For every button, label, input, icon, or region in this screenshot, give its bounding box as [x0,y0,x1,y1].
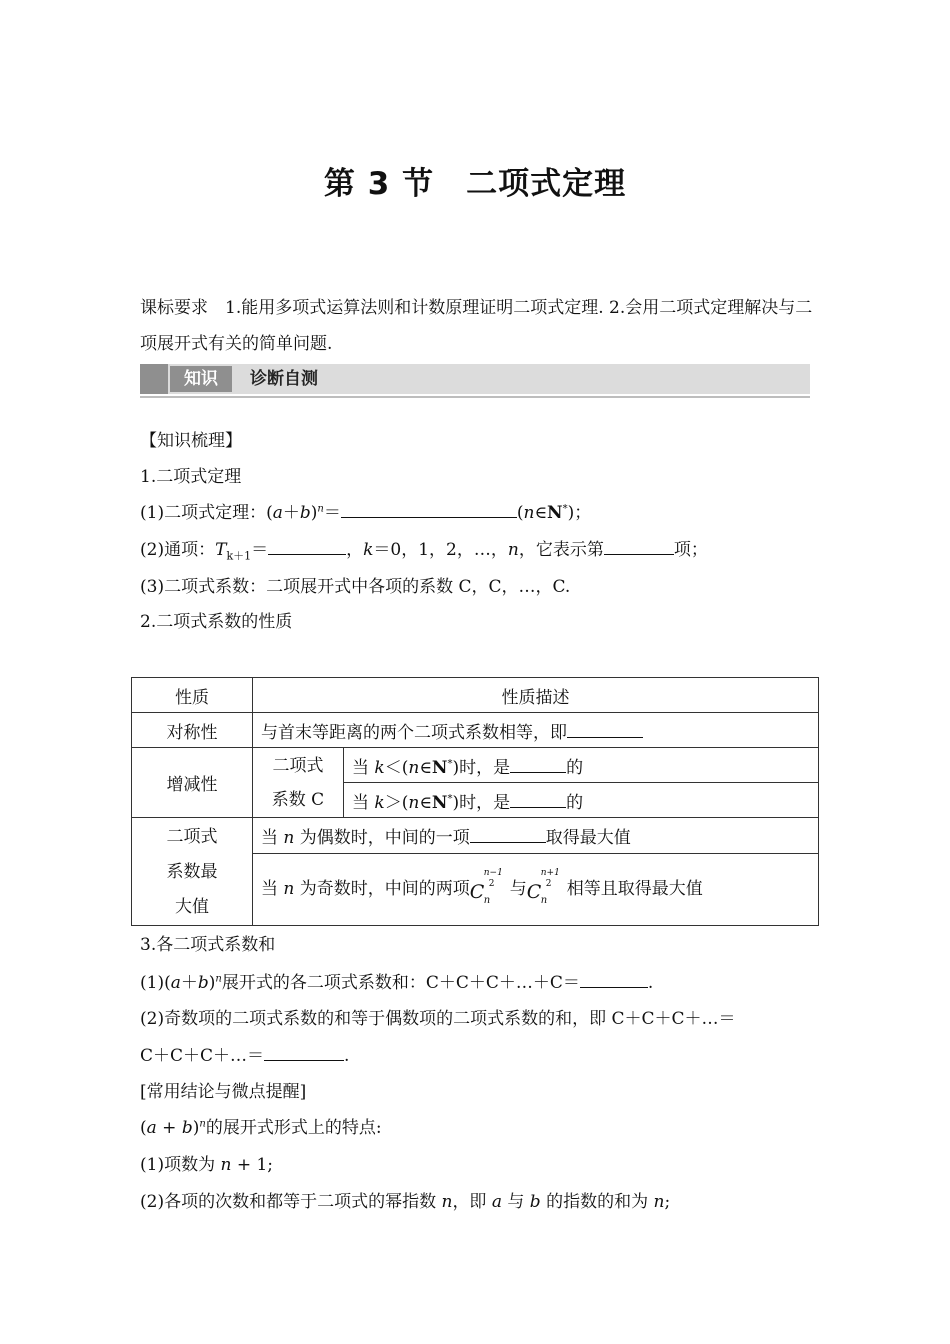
banner-block [140,364,168,394]
properties-table [131,677,819,926]
text: (1)二项式定理：( [140,503,273,523]
text: )； [567,503,592,523]
blank[interactable] [510,791,566,808]
banner-tag: 知识 [170,366,232,392]
combination-1 [469,867,510,906]
binomial-theorem-line [140,498,591,523]
var-b: b [197,973,209,993]
var-n: n [507,540,519,560]
var-k: k [374,757,385,778]
set-N: N [547,503,563,523]
text: ) [208,973,216,993]
text: ＝ [323,503,341,523]
symmetry-name: 对称性 [132,713,253,748]
text: )时，是 [452,792,511,813]
text: 二项式 [272,755,324,776]
text: ，它表示第 [518,540,604,560]
blank[interactable] [264,1044,344,1061]
text: + [156,1118,182,1138]
text: ) [310,503,318,523]
monotonicity-name: 增减性 [132,748,253,818]
text: 的 [566,757,584,778]
var-n: n [653,1192,665,1212]
section-1-heading: 1.二项式定理 [140,467,242,487]
max-odd-row [253,853,819,925]
text: 当 [352,757,375,778]
text: 与 [509,879,527,900]
text: 的指数的和为 [540,1192,654,1212]
requirement-text: 1.能用多项式运算法则和计数原理证明二项式定理. 2.会用二项式定理解决与二项展开式有关的简单问题. [140,298,813,354]
sup-numerator: n−1 [483,867,503,878]
text: 为偶数时，中间的一项 [294,827,470,848]
text: ，即 [452,1192,492,1212]
combination-2 [526,867,567,906]
tip-2 [140,1187,670,1212]
decreasing-row [344,783,819,818]
text: ＜( [384,757,409,778]
sub-n: n [540,894,548,906]
general-term-line [140,535,708,563]
sup-denominator: 2 [545,878,552,889]
var-b: b [299,503,311,523]
var-T: T [215,540,227,560]
exponent-n: n [317,503,324,515]
star: * [447,757,453,769]
var-k: k [363,540,374,560]
text: 取得最大值 [545,827,631,848]
tips-heading: [常用结论与微点提醒] [140,1082,307,1102]
text: )时，是 [452,757,511,778]
banner-underline [140,396,810,398]
exponent-n: n [215,973,222,985]
max-value-name [132,818,253,926]
text: (1)项数为 [140,1155,221,1175]
text: ∈ [534,503,548,523]
blank[interactable] [580,971,648,988]
blank[interactable] [604,538,674,555]
set-N: N [431,757,448,778]
increasing-row [344,748,819,783]
text: 大值 [175,897,209,917]
table-header-property: 性质 [132,678,253,713]
text: ) [192,1118,200,1138]
star: * [447,792,453,804]
odd-even-sum-line: (2)奇数项的二项式系数的和等于偶数项的二项式系数的和，即 C＋C＋C＋…＝ [140,1009,736,1029]
var-n: n [441,1192,453,1212]
text: ; [664,1192,671,1212]
table-header-description: 性质描述 [253,678,819,713]
section-3-heading: 3.各二项式系数和 [140,935,276,955]
var-n: n [220,1155,232,1175]
subscript: k＋1 [226,549,252,563]
text: (2)各项的次数和都等于二项式的幂指数 [140,1192,442,1212]
text: ∈ [419,757,432,778]
text: ∈ [419,792,432,813]
text: 为奇数时，中间的两项 [294,879,470,900]
var-a: a [170,973,181,993]
blank[interactable] [567,721,643,738]
max-even-row [253,818,819,854]
text: . [344,1046,350,1066]
var-n: n [283,879,295,900]
text: ＞( [384,792,409,813]
banner-label: 诊断自测 [250,369,318,389]
set-N: N [431,792,448,813]
odd-even-sum-line-2 [140,1041,349,1066]
text: ＝0，1，2，…， [373,540,508,560]
sub-n: n [483,894,491,906]
text: 的展开式形式上的特点: [205,1118,382,1138]
text: (2)通项： [140,540,216,560]
symmetry-desc [253,713,819,748]
binomial-coefficient-line: (3)二项式系数：二项展开式中各项的系数 C，C，…，C. [140,577,571,597]
text: 当 [261,827,284,848]
text: 相等且取得最大值 [566,879,703,900]
text: 与 [501,1192,530,1212]
text: (1)( [140,973,171,993]
tip-intro [140,1113,382,1138]
sup-denominator: 2 [488,878,495,889]
star: * [562,503,568,515]
var-n: n [283,827,295,848]
text: 与首末等距离的两个二项式系数相等，即 [261,722,567,743]
text: 系数 C [271,789,325,810]
text: 展开式的各二项式系数和：C＋C＋C＋…＋C＝ [221,973,580,993]
text: 项； [673,540,708,560]
text: 二项式 [166,827,218,847]
text: + 1; [231,1155,274,1175]
var-n: n [408,792,420,813]
exponent-n: n [199,1118,206,1130]
C: C [469,880,485,903]
text: . [647,973,654,993]
blank[interactable] [470,826,546,843]
sup-numerator: n+1 [540,867,560,878]
var-a: a [491,1192,502,1212]
var-a: a [146,1118,157,1138]
text: ， [346,540,364,560]
text: ( [516,503,524,523]
text: ＋ [282,503,300,523]
var-a: a [272,503,283,523]
C: C [526,880,542,903]
curriculum-requirement [140,290,815,362]
blank[interactable] [268,538,346,555]
blank[interactable] [341,501,517,518]
var-n: n [408,757,420,778]
var-b: b [181,1118,193,1138]
requirement-label: 课标要求 [140,298,208,318]
var-k: k [374,792,385,813]
text: 系数最 [166,862,218,882]
text: 的 [566,792,584,813]
text: C＋C＋C＋…＝ [140,1046,265,1066]
var-n: n [523,503,535,523]
section-banner [140,364,810,394]
knowledge-heading: 【知识梳理】 [140,431,242,451]
text: 当 [352,792,375,813]
tip-1 [140,1150,273,1175]
monotonicity-sub [253,748,344,818]
text: ＋ [180,973,198,993]
text: ＝ [251,540,269,560]
blank[interactable] [510,756,566,773]
page-title: 第 3 节 二项式定理 [323,166,627,202]
var-b: b [529,1192,541,1212]
coefficient-sum-line [140,968,653,993]
section-2-heading: 2.二项式系数的性质 [140,612,293,632]
text: ( [140,1118,147,1138]
text: 当 [261,879,284,900]
